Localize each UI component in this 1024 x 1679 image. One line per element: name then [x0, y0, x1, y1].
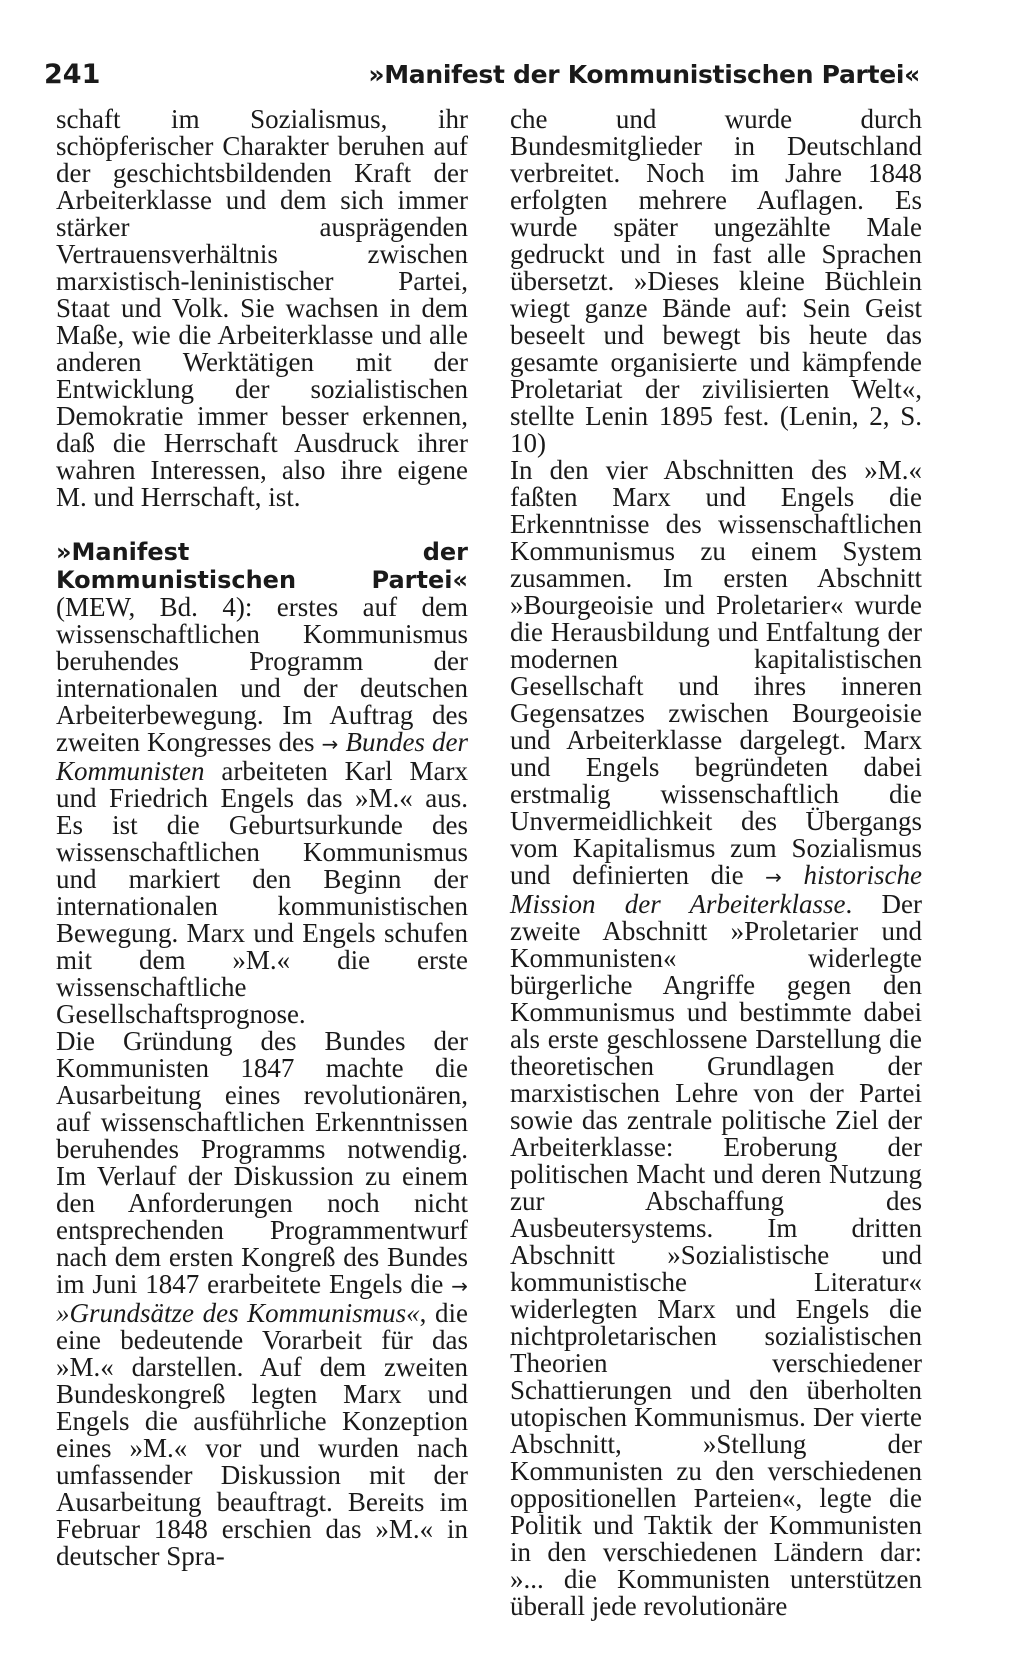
cross-reference-link[interactable]: historische Mission der Arbeiterklasse — [510, 860, 922, 919]
cross-reference-link[interactable]: »Grundsätze des Kommunismus« — [56, 1298, 420, 1328]
entry-text-start: (MEW, Bd. 4): erstes auf dem wissenschaftlichen Kommunismus beruhendes Programm der internationalen und der deutschen Arbeiterbewegung. Im Auftrag des zweiten Kongresses des — [56, 592, 468, 757]
sections-text-rest: . Der zweite Abschnitt »Proletarier und Kommunisten« widerlegte bürgerliche Angriffe gegen den Kommunismus und bestimmte dabei als erste geschlossene Darstellung die theoretischen Grundlagen der marxistischen Lehre von der Partei sowie das zentrale politische Ziel der Arbeiterklasse: Eroberung der politischen Macht und deren Nutzung zur Abschaffung des Ausbeutersystems. Im dritten Abschnitt »Sozialistische und kommunistische Literatur« widerlegten Marx und Engels die nichtproletarischen sozialistischen Theorien verschiedener Schattierungen und den überholten utopischen Kommunismus. Der vierte Abschnitt, »Stellung der Kommunisten zu den verschiedenen oppositionellen Parteien«, legte die Politik und Taktik der Kommunisten in den verschiedenen Ländern dar: »... die Kommunisten unterstützen überall jede revolutionäre — [510, 889, 922, 1621]
cross-reference-arrow-icon: → — [321, 732, 339, 756]
page-header — [44, 58, 920, 98]
running-title: »Manifest der Kommunistischen Partei« — [368, 60, 920, 89]
page-number: 241 — [44, 59, 101, 90]
left-column — [56, 106, 468, 1570]
continued-paragraph: che und wurde durch Bundesmitglieder in Deutschland verbreitet. Noch im Jahre 1848 erfolgten mehrere Auflagen. Es wurde später ungezählte Male gedruckt und in fast alle Sprachen übersetzt. »Dieses kleine Büchlein wiegt ganze Bände auf: Sein Geist beseelt und bewegt bis heute das gesamte organisierte und kämpfende Proletariat der zivilisierten Welt«, stellte Lenin 1895 fest. (Lenin, 2, S. 10) — [510, 104, 922, 458]
cross-reference-arrow-icon: → — [765, 865, 782, 889]
sections-paragraph — [510, 457, 922, 1620]
entry-paragraph — [56, 538, 468, 1028]
right-column — [510, 106, 922, 1620]
entry-text-rest: arbeiteten Karl Marx und Friedrich Engels das »M.« aus. Es ist die Geburtsurkunde des wissenschaftlichen Kommunismus und markiert den Beginn der internationalen kommunistischen Bewegung. Marx und Engels schufen mit dem »M.« die erste wissenschaftliche Gesellschaftsprognose. — [56, 756, 468, 1029]
cross-reference-arrow-icon: → — [451, 1274, 468, 1298]
entry-spacer — [56, 511, 468, 538]
cross-reference-link[interactable]: Bundes der Kommunisten — [56, 727, 468, 786]
continued-paragraph: schaft im Sozialismus, ihr schöpferischer Charakter beruhen auf der geschichtsbildenden Kraft der Arbeiterklasse und dem sich immer stärker ausprägenden Vertrauensverhältnis zwischen marxistisch-leninistischer Partei, Staat und Volk. Sie wachsen in dem Maße, wie die Arbeiterklasse und alle anderen Werktätigen mit der Entwicklung der sozialistischen Demokratie immer besser erkennen, daß die Herrschaft Ausdruck ihrer wahren Interessen, also ihre eigene M. und Herrschaft, ist. — [56, 104, 468, 512]
history-text-start: Die Gründung des Bundes der Kommunisten 1847 machte die Ausarbeitung eines revolutionären, auf wissenschaftlichen Erkenntnissen beruhendes Programms notwendig. Im Verlauf der Diskussion zu einem den Anforderungen noch nicht entsprechenden Programmentwurf nach dem ersten Kongreß des Bundes im Juni 1847 erarbeitete Engels die — [56, 1026, 468, 1299]
sections-text-start: In den vier Abschnitten des »M.« faßten Marx und Engels die Erkenntnisse des wissenschaftlichen Kommunismus zu einem System zusammen. Im ersten Abschnitt »Bourgeoisie und Proletarier« wurde die Herausbildung und Entfaltung der modernen kapitalistischen Gesellschaft und ihres inneren Gegensatzes zwischen Bourgeoisie und Arbeiterklasse dargelegt. Marx und Engels begründeten dabei erstmalig wissenschaftlich die Unvermeidlichkeit des Übergangs vom Kapitalismus zum Sozialismus und definierten die — [510, 455, 922, 890]
entry-headword: »Manifest der Kommunistischen Partei« — [56, 538, 468, 594]
history-paragraph — [56, 1028, 468, 1570]
history-text-rest: , die eine bedeutende Vorarbeit für das »M.« darstellen. Auf dem zweiten Bundeskongreß legten Marx und Engels die ausführliche Konzeption eines »M.« vor und wurden nach umfassender Diskussion mit der Ausarbeitung beauftragt. Bereits im Februar 1848 erschien das »M.« in deutscher Spra- — [56, 1298, 468, 1571]
